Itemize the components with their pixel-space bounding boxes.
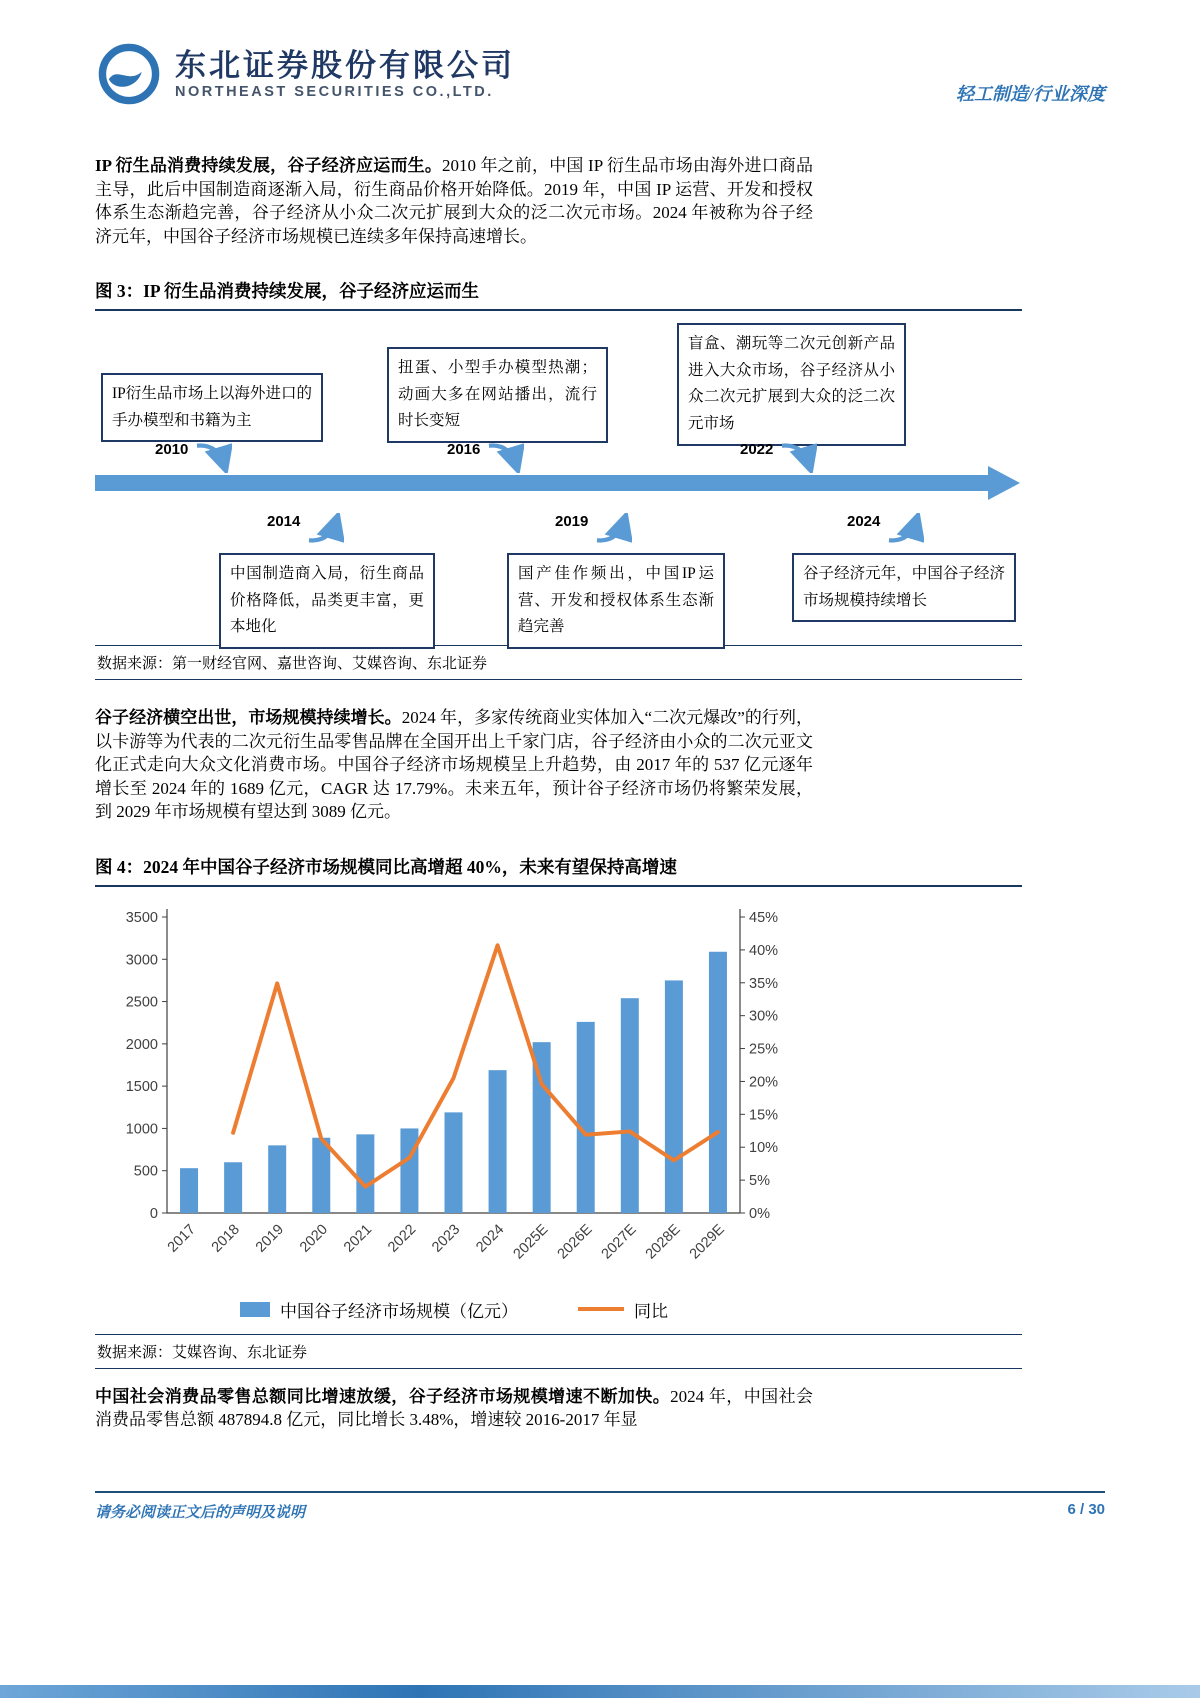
svg-text:45%: 45% [749, 909, 779, 926]
year-label: 2022 [740, 441, 774, 458]
company-name-cn: 东北证券股份有限公司 [175, 48, 515, 84]
year-label: 2010 [155, 441, 189, 458]
timeline-year-2010 [155, 441, 232, 473]
svg-text:2025E: 2025E [510, 1221, 552, 1262]
curve-arrow-up-icon [306, 513, 344, 545]
legend-bar-label: 中国谷子经济市场规模（亿元） [280, 1301, 518, 1321]
figure3-source: 数据来源：第一财经官网、嘉世咨询、艾媒咨询、东北证券 [95, 645, 1022, 680]
timeline-year-2014 [267, 513, 344, 545]
svg-text:2020: 2020 [296, 1221, 332, 1256]
chart-legend [95, 1297, 813, 1322]
year-label: 2024 [847, 513, 881, 530]
svg-text:20%: 20% [749, 1073, 779, 1090]
timeline-box-2014: 中国制造商入局，衍生商品价格降低，品类更丰富，更本地化 [219, 553, 435, 649]
svg-text:2027E: 2027E [598, 1221, 640, 1262]
svg-text:40%: 40% [749, 942, 779, 959]
curve-arrow-down-icon [779, 441, 817, 473]
footer-disclaimer: 请务必阅读正文后的声明及说明 [95, 1505, 306, 1521]
legend-bar-swatch [240, 1302, 270, 1317]
paragraph-1-lead: IP 衍生品消费持续发展，谷子经济应运而生。 [95, 156, 443, 175]
svg-text:2026E: 2026E [554, 1221, 596, 1262]
svg-text:500: 500 [133, 1163, 158, 1180]
curve-arrow-down-icon [194, 441, 232, 473]
legend-item-line [578, 1297, 668, 1322]
curve-arrow-down-icon [486, 441, 524, 473]
svg-text:3000: 3000 [125, 951, 158, 968]
svg-text:1500: 1500 [125, 1078, 158, 1095]
timeline-box-2019: 国产佳作频出，中国IP运营、开发和授权体系生态渐趋完善 [507, 553, 725, 649]
svg-text:2029E: 2029E [686, 1221, 728, 1262]
timeline-year-2019 [555, 513, 632, 545]
svg-text:10%: 10% [749, 1139, 779, 1156]
paragraph-3 [95, 1385, 813, 1432]
svg-text:0%: 0% [749, 1205, 770, 1222]
legend-line-swatch [578, 1307, 624, 1312]
timeline-box-2024: 谷子经济元年，中国谷子经济市场规模持续增长 [792, 553, 1016, 622]
curve-arrow-up-icon [594, 513, 632, 545]
year-label: 2014 [267, 513, 301, 530]
footer-rule [95, 1491, 1105, 1493]
svg-text:0: 0 [149, 1205, 158, 1222]
paragraph-2-body: 2024 年，多家传统商业实体加入“二次元爆改”的行列，以卡游等为代表的二次元衍生品零售品牌在全国开出上千家门店，谷子经济由小众的二次元亚文化正式走向大众文化消费市场。中国谷子经济市场规模呈上升趋势，由 2017 年的 537 亿元逐年增长至 2024 年的 1689 亿元，CAGR 达 17.79%。未来五年，预计谷子经济市场仍将繁荣发展，到 2029 年市场规模有望达到 3089 亿元。 [95, 708, 814, 821]
paragraph-3-lead: 中国社会消费品零售总额同比增速放缓，谷子经济市场规模增速不断加快。 [95, 1386, 671, 1406]
figure3-timeline [95, 323, 1022, 645]
page-number: 6 / 30 [1067, 1501, 1105, 1518]
year-label: 2019 [555, 513, 589, 530]
svg-text:2028E: 2028E [642, 1221, 684, 1262]
svg-text:2019: 2019 [252, 1221, 288, 1256]
page-header [95, 40, 1105, 118]
paragraph-3-body: 2024 年，中国社会消费品零售总额 487894.8 亿元，同比增长 3.48%，增速较 2016-2017 年显 [95, 1386, 813, 1429]
company-logo [95, 40, 515, 108]
report-category: 轻工制造/行业深度 [955, 84, 1105, 104]
svg-text:25%: 25% [749, 1041, 779, 1058]
legend-item-bars [240, 1297, 518, 1322]
paragraph-2 [95, 706, 813, 824]
paragraph-2-lead: 谷子经济横空出世，市场规模持续增长。 [95, 708, 402, 727]
svg-text:1000: 1000 [125, 1120, 158, 1137]
svg-text:2024: 2024 [473, 1221, 508, 1256]
combo-bar-line-chart [95, 901, 813, 1293]
figure3-caption: 图 3：IP 衍生品消费持续发展，谷子经济应运而生 [95, 278, 1022, 311]
timeline-year-2024 [847, 513, 924, 545]
timeline-axis-arrow [95, 475, 988, 491]
company-name-en: NORTHEAST SECURITIES CO.,LTD. [175, 83, 494, 100]
svg-text:2017: 2017 [164, 1221, 199, 1256]
logo-swirl-icon [95, 40, 163, 108]
figure4-chart [95, 901, 813, 1322]
timeline-year-2022 [740, 441, 817, 473]
svg-text:2021: 2021 [341, 1221, 376, 1256]
year-label: 2016 [447, 441, 481, 458]
svg-text:2000: 2000 [125, 1036, 158, 1053]
svg-text:30%: 30% [749, 1008, 779, 1025]
paragraph-1 [95, 154, 813, 248]
timeline-box-2022: 盲盒、潮玩等二次元创新产品进入大众市场，谷子经济从小众二次元扩展到大众的泛二次元市场 [677, 323, 906, 446]
timeline-box-2016: 扭蛋、小型手办模型热潮；动画大多在网站播出，流行时长变短 [387, 347, 608, 443]
svg-text:3500: 3500 [125, 909, 158, 926]
figure4-source: 数据来源：艾媒咨询、东北证券 [95, 1334, 1022, 1369]
timeline-year-2016 [447, 441, 524, 473]
page-footer [95, 1501, 1105, 1522]
svg-text:2018: 2018 [208, 1221, 243, 1256]
svg-text:35%: 35% [749, 975, 779, 992]
svg-text:2023: 2023 [429, 1221, 464, 1256]
curve-arrow-up-icon [886, 513, 924, 545]
svg-text:15%: 15% [749, 1106, 779, 1123]
bottom-decorative-strip [0, 1685, 1200, 1698]
figure4-caption: 图 4：2024 年中国谷子经济市场规模同比高增超 40%，未来有望保持高增速 [95, 854, 1022, 887]
timeline-box-2010: IP衍生品市场上以海外进口的手办模型和书籍为主 [101, 373, 323, 442]
svg-text:5%: 5% [749, 1172, 770, 1189]
svg-text:2022: 2022 [385, 1221, 420, 1256]
paragraph-1-body: 2010 年之前，中国 IP 衍生品市场由海外进口商品主导，此后中国制造商逐渐入局，衍生商品价格开始降低。2019 年，中国 IP 运营、开发和授权体系生态渐趋完善，谷子经济从小众二次元扩展到大众的泛二次元市场。2024 年被称为谷子经济元年，中国谷子经济市场规模已连续多年保持高速增长。 [95, 156, 814, 246]
legend-line-label: 同比 [634, 1301, 668, 1321]
svg-text:2500: 2500 [125, 994, 158, 1011]
